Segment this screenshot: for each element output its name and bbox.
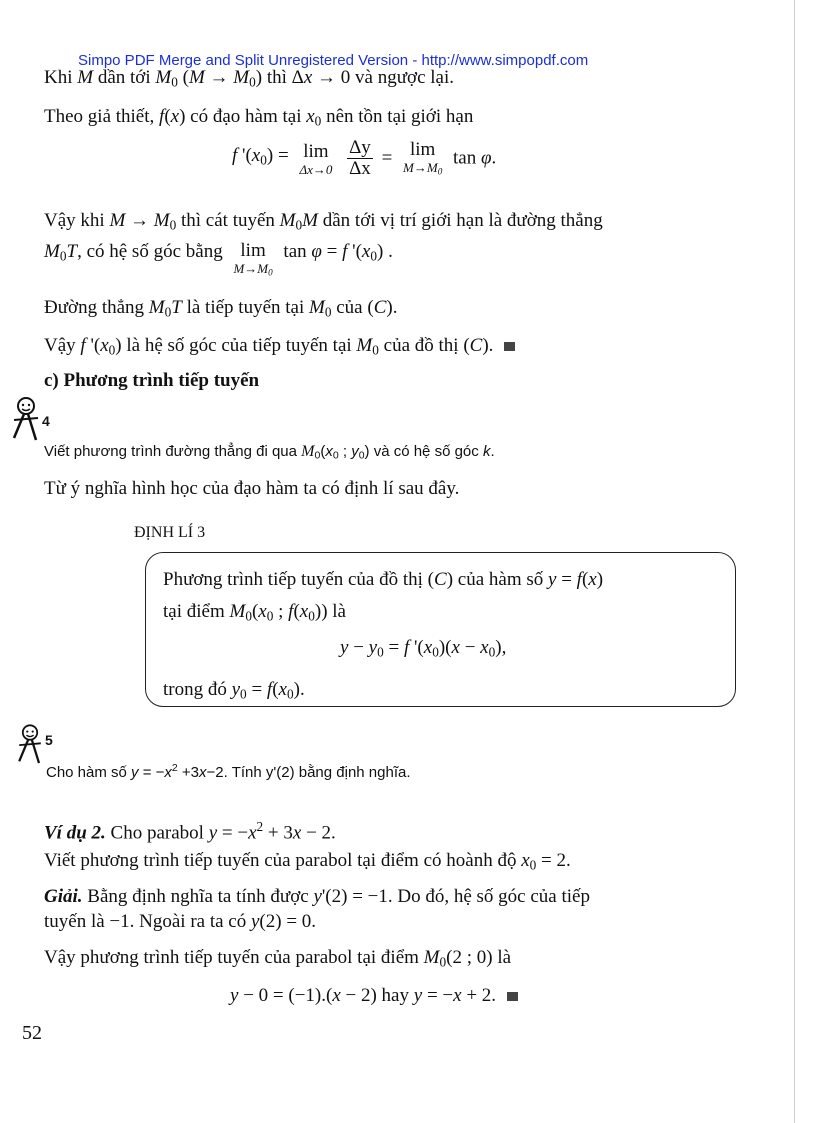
theorem-line-1: Phương trình tiếp tuyến của đồ thị (C) của hàm số y = f(x) [163,569,604,590]
text-line-1: Khi M dần tới $M_0$ $(M \to M_0)$ thì Δx → 0 và ngược lại. [44,67,454,90]
solution-line-2: tuyến là −1. Ngoài ra ta có y(2) = 0. [44,911,317,932]
activity-4-text: Viết phương trình đường thẳng đi qua $M_0(x_0$ ; $y_0$) và có hệ số góc k. [44,443,495,462]
watermark: Simpo PDF Merge and Split Unregistered Version - http://www.simpopdf.com [78,52,589,69]
example-line-1: Ví dụ 2. Cho parabol $y = -x^2 + 3x - 2$. [44,819,336,844]
page-edge-line [794,0,795,1123]
text-line-8: Viết phương trình tiếp tuyến của parabol tại điểm có hoành độ $x_0 = 2$. [44,850,571,873]
section-heading: c) Phương trình tiếp tuyến [44,370,260,391]
derivative-limit-formula: f '$(x_0)$ = lim Δx→0 $\frac{\Delta y}{\Delta x}$ = lim $M\to M_0$ tan φ. [232,137,497,179]
theorem-line-2: tại điểm $M_0(x_0$ ; $f(x_0)$) là [163,601,346,624]
text-line-7: Từ ý nghĩa hình học của đạo hàm ta có định lí sau đây. [44,478,460,499]
end-of-proof-icon [507,992,518,1001]
text-line-3: Vậy khi $M \to M_0$ thì cát tuyến $M_0M$ dần tới vị trí giới hạn là đường thẳng [44,210,603,233]
activity-5-text: Cho hàm số $y = -x^2 +3x-2$. Tính y'(2) bằng định nghĩa. [46,762,411,781]
solution-line-1: Giải. Bằng định nghĩa ta tính được y'(2) = −1. Do đó, hệ số góc của tiếp [44,886,590,907]
compass-figure-icon [6,396,46,446]
activity-number: 5 [45,732,53,748]
text-line-10: Vậy phương trình tiếp tuyến của parabol tại điểm $M_0(2$ ; 0) là [44,947,512,970]
text-line-5: Đường thẳng $M_0T$ là tiếp tuyến tại $M_0$ của (C). [44,297,398,320]
text-line-2: Theo giả thiết, f(x) có đạo hàm tại $x_0$ nên tồn tại giới hạn [44,106,474,129]
text-line-4: $M_0T$, có hệ số góc bằng lim $M\to M_0$ tan φ = f '$(x_0)$ . [44,240,393,278]
tangent-result-equation: y − 0 = (−1).(x − 2) hay y = −x + 2. [230,984,518,1008]
compass-figure-icon [12,722,48,770]
activity-number: 4 [42,413,50,429]
tangent-equation: $y - y_0 = f$ '$(x_0)(x - x_0)$, [340,637,507,660]
theorem-label: ĐỊNH LÍ 3 [134,524,206,541]
theorem-line-4: trong đó $y_0 = f(x_0)$. [163,679,305,702]
end-of-proof-icon [504,342,515,351]
text-line-6: Vậy f '$(x_0)$ là hệ số góc của tiếp tuyến tại $M_0$ của đồ thị (C). [44,334,515,362]
page-number: 52 [22,1022,42,1044]
